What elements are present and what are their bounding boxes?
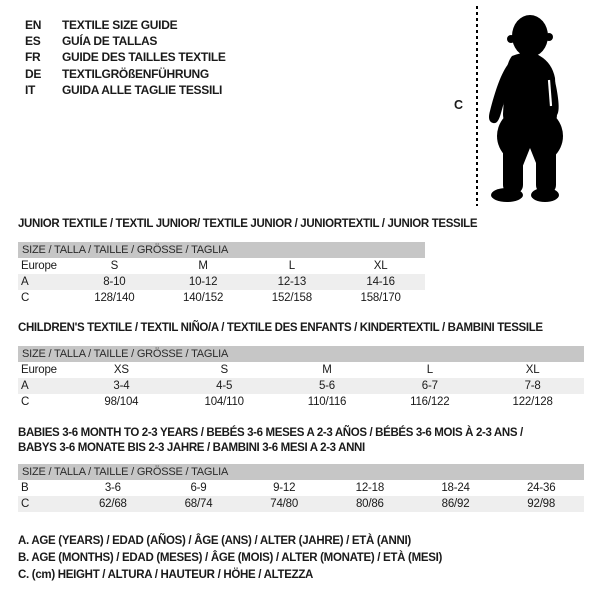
table-row: [18, 274, 425, 290]
babies-size-table: [18, 464, 584, 512]
junior-size-table: [18, 242, 425, 306]
height-measure-dotted-line: [476, 6, 478, 206]
cell: 5-6: [318, 380, 335, 392]
cell: 74/80: [270, 498, 299, 510]
legend-line-a: A. AGE (YEARS) / EDAD (AÑOS) / ÂGE (ANS) / ALTER (JAHRE) / ETÀ (ANNI): [18, 535, 411, 547]
row-label: C: [21, 498, 30, 510]
row-label: C: [21, 292, 30, 304]
lang-row-fr: [25, 49, 226, 65]
legend-line-c: C. (cm) HEIGHT / ALTURA / HAUTEUR / HÖHE / ALTEZZA: [18, 569, 314, 581]
cell: XS: [113, 364, 129, 376]
row-label: A: [21, 276, 29, 288]
lang-code: FR: [25, 50, 41, 65]
row-label: A: [21, 380, 29, 392]
table-row: [18, 394, 584, 410]
cell: 116/122: [410, 396, 450, 408]
lang-code: DE: [25, 66, 42, 81]
cell: 110/116: [307, 396, 347, 408]
lang-code: EN: [25, 18, 42, 33]
babies-title-line1: BABIES 3-6 MONTH TO 2-3 YEARS / BEBÉS 3-6 MESES A 2-3 AÑOS / BÉBÉS 3-6 MOIS À 2-3 ANS /: [18, 427, 523, 439]
row-label: Europe: [21, 364, 57, 376]
lang-row-it: [25, 82, 226, 98]
cell: 62/68: [98, 498, 127, 510]
cell: M: [322, 364, 332, 376]
cell: M: [198, 260, 208, 272]
table-row: [18, 362, 584, 378]
table-header-bar: SIZE / TALLA / TAILLE / GRÖSSE / TAGLIA: [18, 346, 584, 362]
language-title-list: [25, 17, 226, 98]
table-header-bar: SIZE / TALLA / TAILLE / GRÖSSE / TAGLIA: [18, 464, 584, 480]
cell: 6-7: [421, 380, 438, 392]
cell: XL: [373, 260, 388, 272]
cell: 68/74: [184, 498, 213, 510]
lang-label: GUIDE DES TAILLES TEXTILE: [62, 50, 226, 65]
cell: 24-36: [526, 482, 556, 494]
cell: 158/170: [360, 292, 401, 304]
cell: 12-13: [277, 276, 307, 288]
table-row: [18, 480, 584, 496]
lang-label: TEXTILGRÖßENFÜHRUNG: [62, 66, 209, 81]
cell: 6-9: [190, 482, 207, 494]
cell: 86/92: [441, 498, 470, 510]
babies-title-line2: BABYS 3-6 MONATE BIS 2-3 JAHRE / BAMBINI 3-6 MESI A 2-3 ANNI: [18, 442, 365, 454]
cell: 10-12: [188, 276, 218, 288]
cell: 18-24: [441, 482, 470, 494]
lang-code: ES: [25, 34, 41, 49]
cell: 80/86: [355, 498, 384, 510]
cell: XL: [525, 364, 540, 376]
height-measure-label: C: [454, 98, 464, 112]
legend-line-b: B. AGE (MONTHS) / EDAD (MESES) / ÂGE (MOIS) / ALTER (MONATE) / ETÀ (MESI): [18, 552, 443, 564]
children-table-title: CHILDREN'S TEXTILE / TEXTIL NIÑO/A / TEXTILE DES ENFANTS / KINDERTEXTIL / BAMBINI TESSILE: [18, 322, 543, 334]
cell: 152/158: [271, 292, 312, 304]
cell: 8-10: [103, 276, 126, 288]
cell: S: [220, 364, 228, 376]
lang-code: IT: [25, 82, 36, 97]
table-row: [18, 290, 425, 306]
cell: 14-16: [366, 276, 395, 288]
children-size-table: [18, 346, 584, 410]
babies-table-title: [18, 426, 523, 456]
lang-label: TEXTILE SIZE GUIDE: [62, 18, 178, 33]
row-label: B: [21, 482, 29, 494]
cell: 104/110: [204, 396, 244, 408]
table-row: [18, 496, 584, 512]
cell: L: [426, 364, 433, 376]
row-label: Europe: [21, 260, 57, 272]
cell: 9-12: [273, 482, 296, 494]
cell: 3-4: [113, 380, 130, 392]
cell: 98/104: [104, 396, 139, 408]
cell: 140/152: [183, 292, 224, 304]
lang-label: GUIDA ALLE TAGLIE TESSILI: [62, 82, 223, 97]
cell: S: [110, 260, 119, 272]
measurement-legend: [18, 533, 442, 584]
cell: 122/128: [512, 396, 553, 408]
table-row: [18, 258, 425, 274]
baby-silhouette-icon: [480, 6, 598, 206]
cell: 92/98: [527, 498, 556, 510]
junior-table-title: JUNIOR TEXTILE / TEXTIL JUNIOR/ TEXTILE JUNIOR / JUNIORTEXTIL / JUNIOR TESSILE: [18, 218, 478, 230]
row-label: C: [21, 396, 30, 408]
table-row: [18, 378, 584, 394]
cell: L: [288, 260, 295, 272]
cell: 7-8: [524, 380, 541, 392]
table-header-bar: SIZE / TALLA / TAILLE / GRÖSSE / TAGLIA: [18, 242, 425, 258]
cell: 12-18: [355, 482, 385, 494]
cell: 3-6: [104, 482, 121, 494]
lang-row-en: [25, 17, 226, 33]
cell: 128/140: [94, 292, 135, 304]
lang-row-de: [25, 66, 226, 82]
cell: 4-5: [216, 380, 233, 392]
lang-row-es: [25, 33, 226, 49]
lang-label: GUÍA DE TALLAS: [62, 34, 158, 49]
